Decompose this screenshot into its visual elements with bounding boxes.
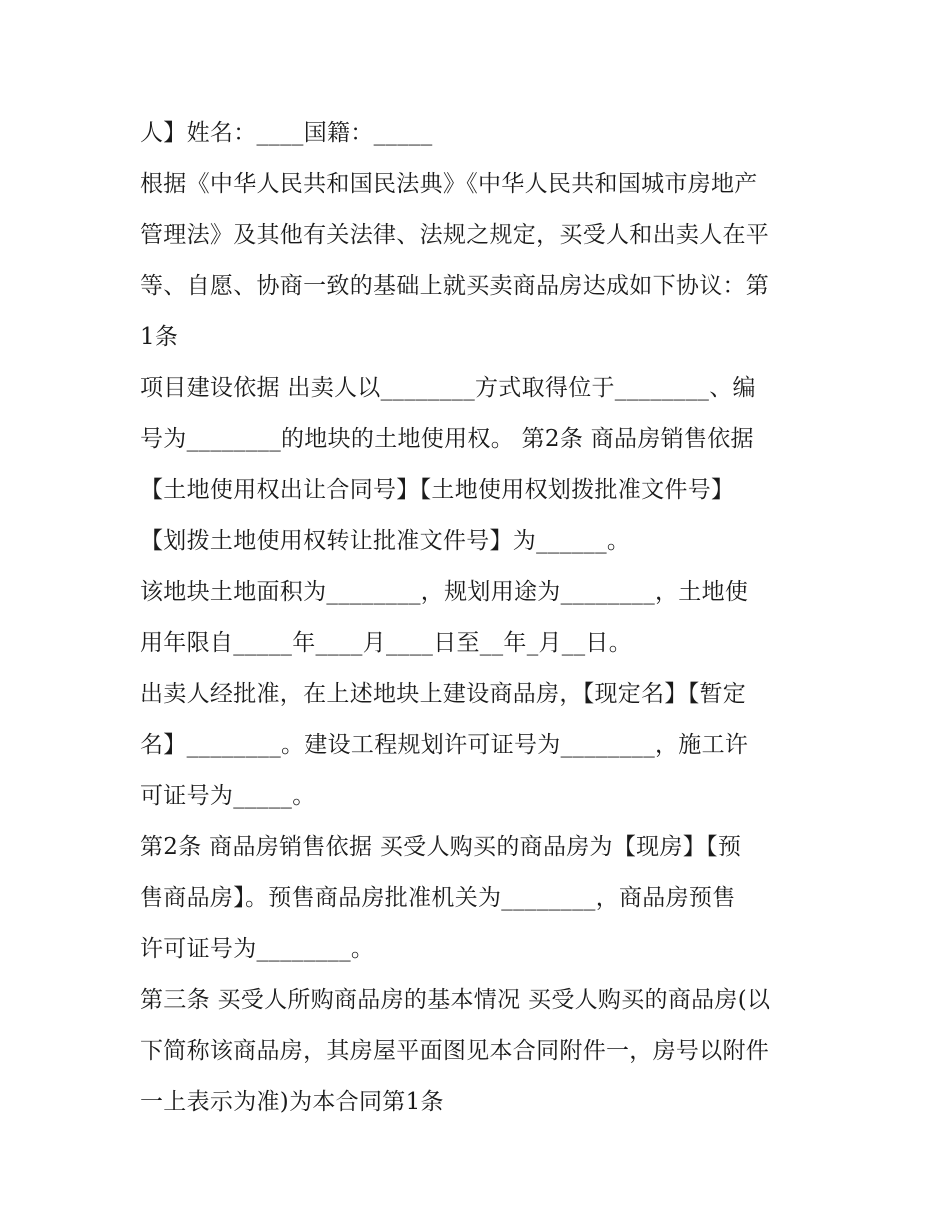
text-line: 根据《中华人民共和国民法典》《中华人民共和国城市房地产 <box>140 171 758 197</box>
text-line: 第2条 商品房销售依据 买受人购买的商品房为【现房】【预 <box>140 834 742 860</box>
paragraph-house-info <box>140 975 820 1128</box>
text-line: 【划拨土地使用权转让批准文件号】为______。 <box>140 528 631 554</box>
paragraph-project-basis <box>140 363 820 567</box>
text-line: 出卖人经批准，在上述地块上建设商品房，【现定名】【暂定 <box>140 681 747 707</box>
text-line: 售商品房】。预售商品房批准机关为________，商品房预售 <box>140 885 736 911</box>
text-line: 号为________的地块的土地使用权。 第2条 商品房销售依据 <box>140 426 754 452</box>
text-line: 该地块土地面积为________，规划用途为________，土地使 <box>140 579 749 605</box>
text-line: 许可证号为________。 <box>140 936 375 962</box>
text-line: 1条 <box>140 324 179 350</box>
text-line: 【土地使用权出让合同号】【土地使用权划拨批准文件号】 <box>140 477 735 503</box>
paragraph-land-area <box>140 567 820 669</box>
text-line: 用年限自_____年____月____日至__年_月__日。 <box>140 630 632 656</box>
text-line: 人】姓名：____国籍：_____ <box>140 120 433 146</box>
paragraph-party-info <box>140 108 820 159</box>
text-line: 可证号为_____。 <box>140 783 316 809</box>
text-line: 第三条 买受人所购商品房的基本情况 买受人购买的商品房(以 <box>140 987 771 1013</box>
paragraph-sales-basis <box>140 822 820 975</box>
document-page <box>140 108 820 1128</box>
text-line: 下简称该商品房，其房屋平面图见本合同附件一，房号以附件 <box>140 1038 770 1064</box>
text-line: 名】________。建设工程规划许可证号为________，施工许 <box>140 732 749 758</box>
paragraph-construction <box>140 669 820 822</box>
paragraph-legal-basis <box>140 159 820 363</box>
text-line: 项目建设依据 出卖人以________方式取得位于________、编 <box>140 375 756 401</box>
text-line: 等、自愿、协商一致的基础上就买卖商品房达成如下协议：第 <box>140 273 770 299</box>
text-line: 管理法》及其他有关法律、法规之规定，买受人和出卖人在平 <box>140 222 770 248</box>
text-line: 一上表示为准)为本合同第1条 <box>140 1089 444 1115</box>
